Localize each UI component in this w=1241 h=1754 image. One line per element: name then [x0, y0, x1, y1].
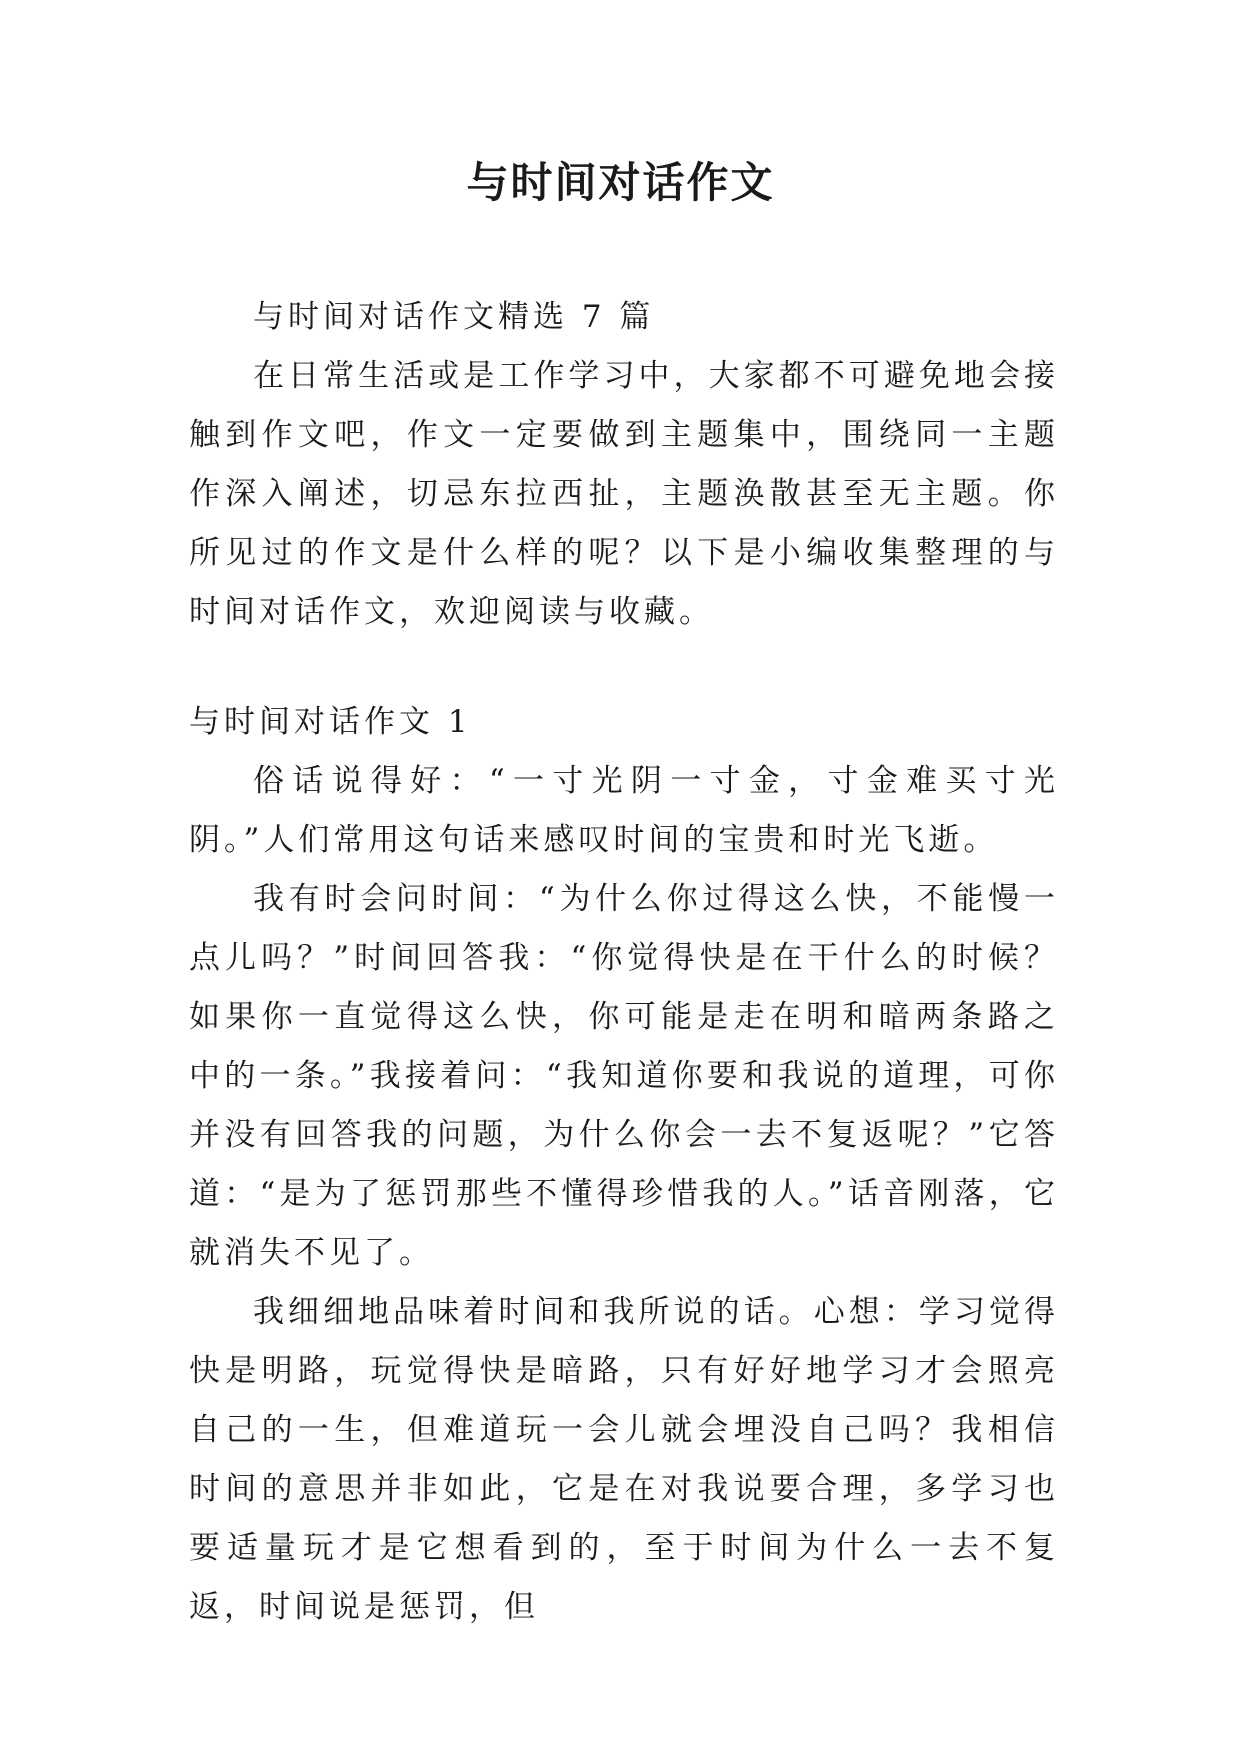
intro-section	[189, 288, 1059, 642]
intro-paragraph: 在日常生活或是工作学习中，大家都不可避免地会接触到作文吧，作文一定要做到主题集中，围绕同一主题作深入阐述，切忌东拉西扯，主题涣散甚至无主题。你所见过的作文是什么样的呢？以下是小编收集整理的与时间对话作文，欢迎阅读与收藏。	[189, 358, 1059, 630]
document-subtitle: 与时间对话作文精选 7 篇	[253, 299, 655, 335]
essay-paragraph: 我细细地品味着时间和我所说的话。心想：学习觉得快是明路，玩觉得快是暗路，只有好好地学习才会照亮自己的一生，但难道玩一会儿就会埋没自己吗？我相信时间的意思并非如此，它是在对我说要合理，多学习也要适量玩才是它想看到的，至于时间为什么一去不复返，时间说是惩罚，但	[189, 1294, 1059, 1625]
document-title: 与时间对话作文	[466, 158, 775, 207]
essay-heading: 与时间对话作文 1	[189, 704, 472, 740]
essay-paragraph: 俗话说得好：“一寸光阴一寸金，寸金难买寸光阴。”人们常用这句话来感叹时间的宝贵和时光飞逝。	[189, 763, 1059, 858]
essay-section	[189, 693, 1059, 1637]
essay-paragraph: 我有时会问时间：“为什么你过得这么快，不能慢一点儿吗？”时间回答我：“你觉得快是在干什么的时候？如果你一直觉得这么快，你可能是走在明和暗两条路之中的一条。”我接着问：“我知道你要和我说的道理，可你并没有回答我的问题，为什么你会一去不复返呢？”它答道：“是为了惩罚那些不懂得珍惜我的人。”话音刚落，它就消失不见了。	[189, 881, 1059, 1271]
